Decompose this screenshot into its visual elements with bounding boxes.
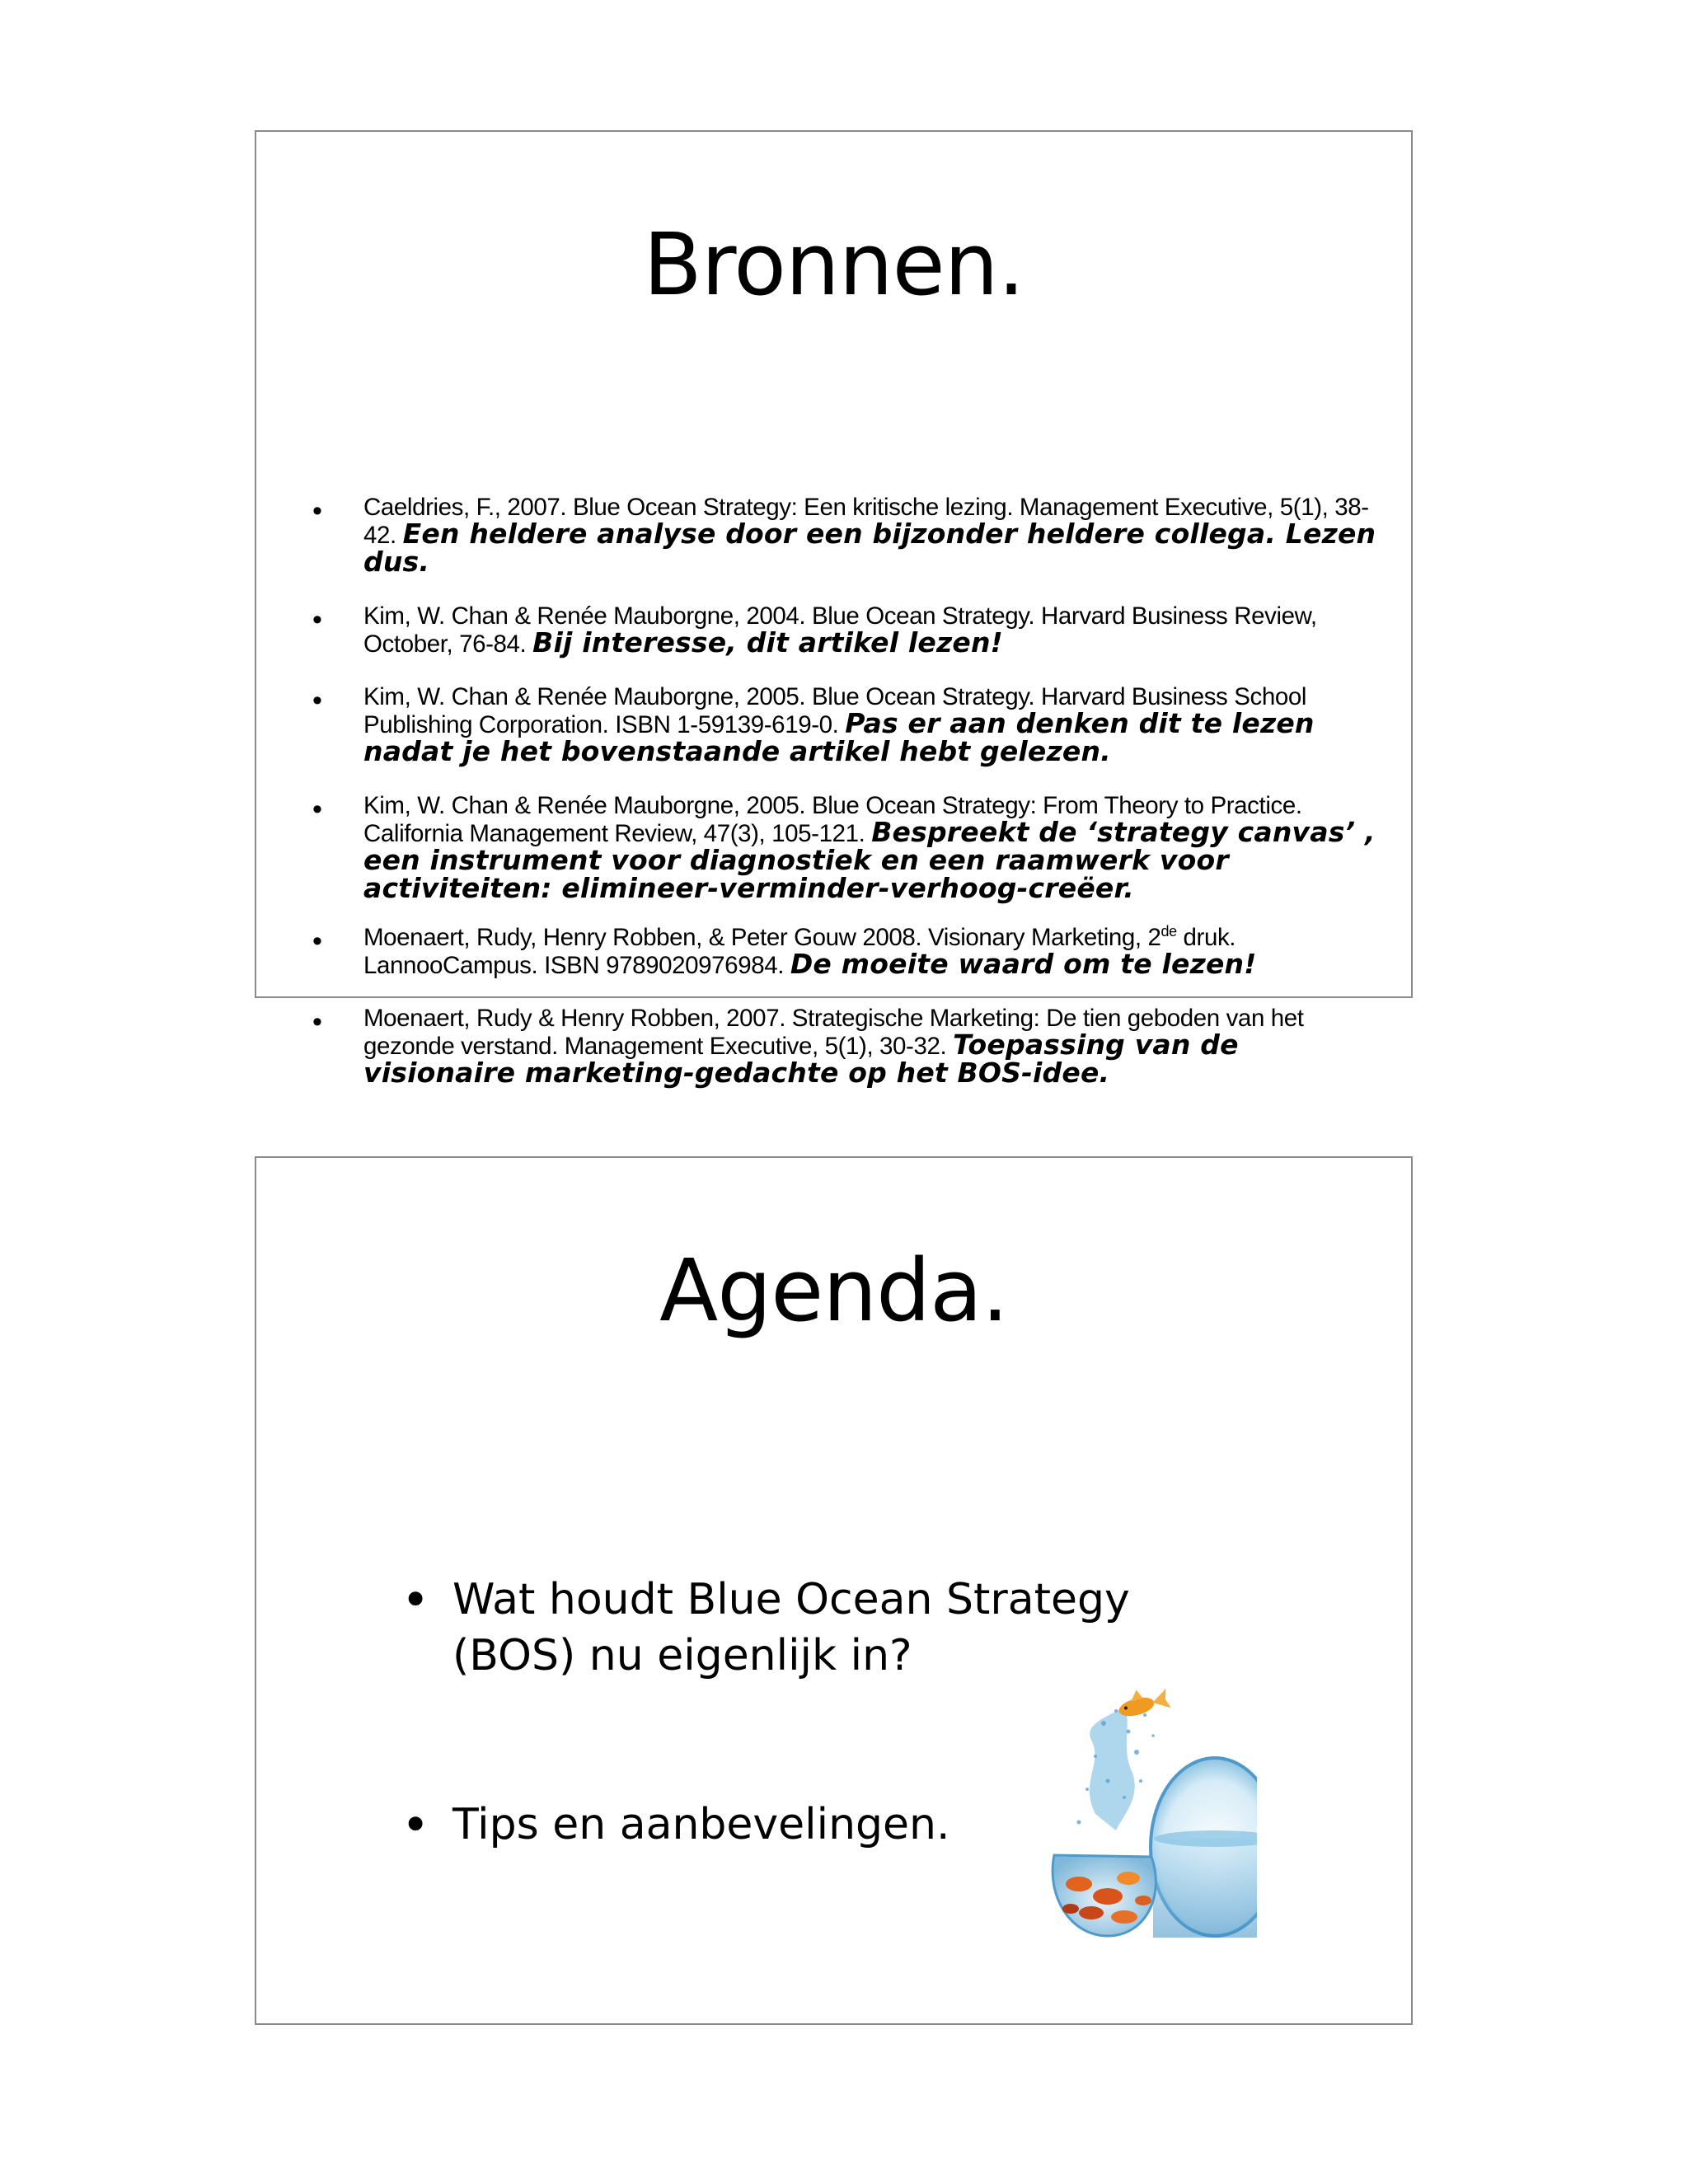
slide-title: Bronnen. (643, 214, 1025, 315)
bullet-icon: • (312, 495, 322, 527)
reference-note: Toepassing van de visionaire marketing-gedachte op het BOS-idee. (363, 1029, 1239, 1089)
edition-superscript: de (1160, 923, 1177, 940)
reference-note: Een heldere analyse door een bijzonder heldere collega. Lezen dus. (363, 518, 1376, 578)
bullet-icon: • (312, 685, 322, 716)
reference-note: Bespreekt de ‘strategy canvas’ , een instrument voor diagnostiek en een raamwerk voor activiteiten: elimineer-verminder-verhoog-creëer. (363, 816, 1376, 904)
bullet-icon: • (312, 926, 322, 957)
citation-text: druk. LannooCampus. ISBN 9789020976984. (363, 924, 1236, 979)
reference-item (312, 792, 1377, 904)
bullet-icon: • (312, 604, 322, 635)
bullet-icon: • (401, 1572, 430, 1628)
reference-note: De moeite waard om te lezen! (790, 948, 1257, 980)
reference-item (312, 1005, 1377, 1089)
reference-citation: Kim, W. Chan & Renée Mauborgne, 2005. Blue Ocean Strategy: From Theory to Practice. California Management Review, 47(3), 105-121. (363, 792, 1302, 847)
reference-item (312, 494, 1377, 578)
reference-citation: Caeldries, F., 2007. Blue Ocean Strategy: Een kritische lezing. Management Executive, 5(1), 38-42. (363, 494, 1369, 549)
bullet-icon: • (312, 1006, 322, 1038)
bullet-icon: • (312, 794, 322, 825)
slide-agenda (255, 1156, 1413, 2025)
reference-citation: Moenaert, Rudy & Henry Robben, 2007. Strategische Marketing: De tien geboden van het gezonde verstand. Management Executive, 5(1), 30-32. (363, 1005, 1304, 1060)
agenda-item-text: Tips en aanbevelingen. (452, 1800, 950, 1849)
reference-item (312, 923, 1377, 980)
reference-citation: Kim, W. Chan & Renée Mauborgne, 2004. Blue Ocean Strategy. Harvard Business Review, October, 76-84. (363, 602, 1317, 658)
goldfish-jumping-bowl-picture (1046, 1674, 1257, 1938)
reference-note: Bij interesse, dit artikel lezen! (532, 626, 1003, 658)
reference-item (312, 683, 1377, 767)
citation-text: Moenaert, Rudy, Henry Robben, & Peter Gouw 2008. Visionary Marketing, 2 (363, 924, 1161, 951)
slide-title: Agenda. (659, 1240, 1008, 1341)
goldfish-illustration (1046, 1674, 1257, 1938)
reference-item (312, 602, 1377, 658)
agenda-item-text: Wat houdt Blue Ocean Strategy (BOS) nu eigenlijk in? (452, 1575, 1130, 1680)
reference-note: Pas er aan denken dit te lezen nadat je het bovenstaande artikel hebt gelezen. (363, 707, 1315, 767)
slide-bronnen (255, 130, 1413, 1089)
bullet-icon: • (401, 1797, 430, 1853)
agenda-item (401, 1572, 1161, 1684)
reference-citation: Kim, W. Chan & Renée Mauborgne, 2005. Blue Ocean Strategy. Harvard Business School Publishing Corporation. ISBN 1-59139-619-0. (363, 683, 1307, 738)
